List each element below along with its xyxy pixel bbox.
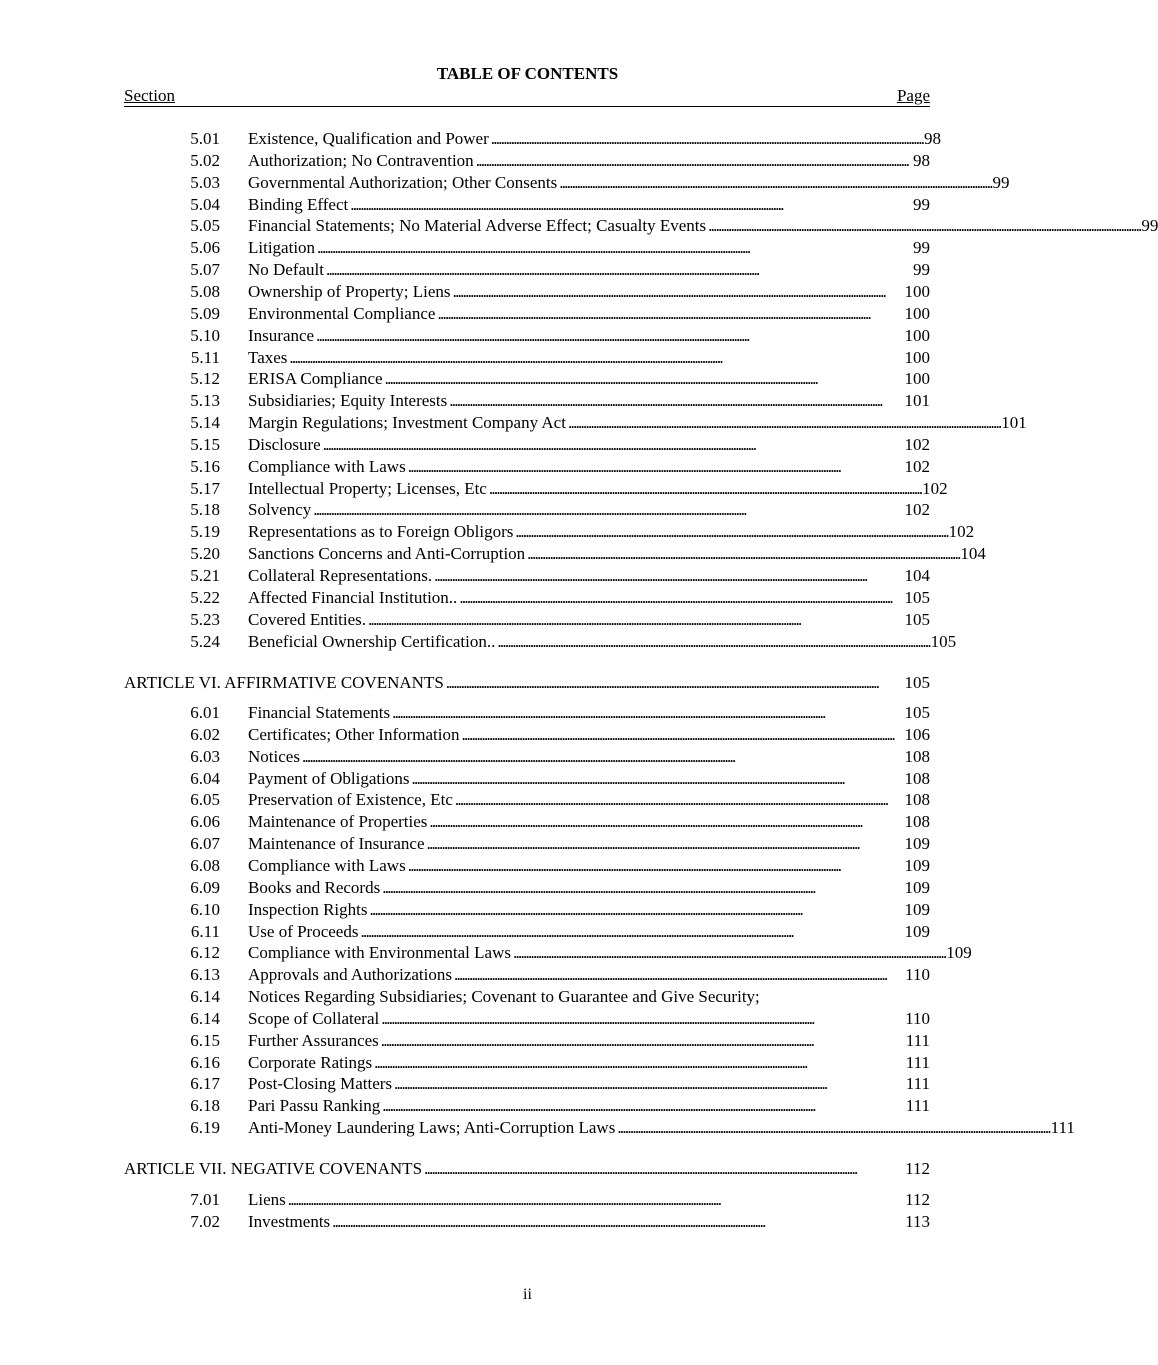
toc-entry[interactable]: [124, 1189, 930, 1211]
dot-leader: [302, 746, 903, 768]
toc-entry-title: Intellectual Property; Licenses, Etc: [248, 479, 487, 498]
toc-entry-page: 98: [924, 129, 942, 148]
toc-entry-page: 113: [905, 1212, 930, 1231]
toc-entry-page: 105: [904, 610, 930, 629]
toc-entry-number: 5.02: [190, 151, 220, 170]
dot-leader: [429, 811, 902, 833]
toc-entry-page: 109: [904, 900, 930, 919]
toc-entry[interactable]: [124, 499, 930, 521]
toc-entry-page: 102: [948, 522, 975, 541]
toc-entry-page: 100: [904, 282, 930, 301]
toc-entry-number: 6.10: [190, 900, 220, 919]
toc-entry-title: Approvals and Authorizations: [248, 965, 452, 984]
toc-entry-title: No Default: [248, 260, 325, 279]
toc-entry-page: 104: [960, 544, 986, 563]
toc-entry-page: 100: [904, 326, 930, 345]
toc-entry-title: Anti-Money Laundering Laws; Anti-Corruption Laws: [248, 1118, 616, 1137]
toc-entry-number: 5.08: [190, 282, 220, 301]
toc-entry-page: 98: [913, 151, 930, 170]
toc-entry-page: 99: [992, 173, 1010, 192]
toc-entry-page: 100: [904, 369, 930, 388]
toc-entry-number: 6.04: [190, 769, 220, 788]
toc-entry-number: 5.12: [190, 369, 220, 388]
toc-entry-page: 102: [904, 435, 930, 454]
toc-entry-title: Corporate Ratings: [248, 1053, 373, 1072]
toc-entry-number: 5.07: [190, 260, 220, 279]
toc-entry-title: Taxes: [248, 348, 288, 367]
toc-entry-page: 112: [905, 1159, 930, 1178]
toc-entry[interactable]: [124, 325, 930, 347]
toc-entry-number: 6.07: [190, 834, 220, 853]
dot-leader: [515, 521, 946, 543]
dot-leader: [411, 768, 902, 790]
toc-entry[interactable]: [124, 412, 1027, 434]
dot-leader: [360, 921, 902, 943]
toc-entry-page: 105: [904, 673, 930, 692]
toc-entry-title: Subsidiaries; Equity Interests: [248, 391, 448, 410]
toc-entry-number: 5.03: [190, 173, 220, 192]
toc-entry[interactable]: [124, 259, 930, 281]
toc-entry-number: 6.14: [190, 987, 220, 1006]
toc-entry-page: 108: [904, 769, 930, 788]
toc-entry-title: Financial Statements; No Material Adverse Effect; Casualty Events: [248, 216, 707, 235]
toc-entry[interactable]: [124, 368, 930, 390]
dot-leader: [568, 412, 999, 434]
toc-entry-number: 5.15: [190, 435, 220, 454]
toc-entry-number: 6.17: [190, 1074, 220, 1093]
toc-entry-title: Compliance with Environmental Laws: [248, 943, 511, 962]
toc-entry[interactable]: [124, 1095, 930, 1117]
toc-entry-title: Inspection Rights: [248, 900, 368, 919]
dot-leader: [424, 1158, 903, 1180]
toc-entry-page: 102: [922, 479, 948, 498]
toc-column-header: [124, 86, 930, 107]
toc-entry[interactable]: [124, 631, 957, 653]
toc-entry[interactable]: [124, 150, 930, 172]
toc-entry-number: 5.05: [190, 216, 220, 235]
toc-entry-number: 6.15: [190, 1031, 220, 1050]
dot-leader: [708, 215, 1139, 237]
page-column-label: Page: [896, 86, 930, 105]
section-column-label: Section: [124, 86, 175, 105]
toc-entry[interactable]: [124, 1052, 930, 1074]
toc-entry-number: 6.02: [190, 725, 220, 744]
dot-leader: [288, 1189, 903, 1211]
dot-leader: [382, 877, 902, 899]
toc-entry-title: Use of Proceeds: [248, 922, 359, 941]
toc-entry-page: 101: [1001, 413, 1027, 432]
toc-entry[interactable]: [124, 855, 930, 877]
toc-entry[interactable]: [124, 281, 930, 303]
toc-entry-title: Insurance: [248, 326, 315, 345]
toc-entry-title: Scope of Collateral: [248, 1009, 380, 1028]
dot-leader: [617, 1117, 1048, 1139]
toc-entry-number: 5.10: [190, 326, 220, 345]
toc-entry[interactable]: [124, 565, 930, 587]
toc-entry-number: 5.20: [190, 544, 220, 563]
dot-leader: [385, 368, 903, 390]
toc-entry-number: 5.14: [190, 413, 220, 432]
toc-entry[interactable]: [124, 964, 930, 986]
toc-entry-page: 111: [905, 1074, 930, 1093]
toc-entry-page: 108: [904, 790, 930, 809]
toc-article-heading[interactable]: [124, 1158, 930, 1180]
toc-entry-page: 108: [904, 812, 930, 831]
toc-entry-title: Investments: [248, 1212, 331, 1231]
dot-leader: [323, 434, 903, 456]
toc-entry-number: 5.11: [190, 348, 220, 367]
toc-entry-number: 7.01: [190, 1190, 220, 1209]
dot-leader: [374, 1052, 904, 1074]
dot-leader: [527, 543, 958, 565]
page-title: TABLE OF CONTENTS: [436, 64, 619, 83]
toc-entry-title: Pari Passu Ranking: [248, 1096, 381, 1115]
toc-entry[interactable]: [124, 521, 975, 543]
toc-entry[interactable]: [124, 434, 930, 456]
dot-leader: [476, 150, 911, 172]
toc-entry-page: 111: [1050, 1118, 1075, 1137]
toc-entry[interactable]: [124, 1030, 930, 1052]
dot-leader: [408, 855, 903, 877]
toc-entry-number: 6.19: [190, 1118, 220, 1137]
toc-entry-title: Governmental Authorization; Other Consents: [248, 173, 558, 192]
toc-entry-page: 109: [946, 943, 972, 962]
toc-entry[interactable]: [124, 746, 930, 768]
toc-entry-page: 110: [905, 1009, 930, 1028]
toc-entry-title: Margin Regulations; Investment Company Act: [248, 413, 566, 432]
toc-entry[interactable]: [124, 986, 930, 1008]
toc-entry-title: Disclosure: [248, 435, 321, 454]
dot-leader: [408, 456, 903, 478]
toc-entry-title: Litigation: [248, 238, 316, 257]
toc-entry-page: 99: [1141, 216, 1158, 235]
toc-entry-title: Solvency: [248, 500, 312, 519]
toc-entry[interactable]: [124, 921, 930, 943]
toc-entry-title: ARTICLE VII. NEGATIVE COVENANTS: [124, 1159, 423, 1178]
toc-entry-title: Certificates; Other Information: [248, 725, 460, 744]
dot-leader: [350, 194, 911, 216]
dot-leader: [394, 1073, 904, 1095]
dot-leader: [326, 259, 911, 281]
dot-leader: [461, 724, 902, 746]
toc-entry-page: 101: [904, 391, 930, 410]
toc-entry-title: Maintenance of Insurance: [248, 834, 425, 853]
toc-entry[interactable]: [124, 347, 930, 369]
toc-entry[interactable]: [124, 237, 930, 259]
toc-entry[interactable]: [124, 543, 986, 565]
toc-entry-number: 5.04: [190, 195, 220, 214]
toc-entry-title: Books and Records: [248, 878, 381, 897]
toc-entry-page: 100: [904, 304, 930, 323]
toc-entry-title: ARTICLE VI. AFFIRMATIVE COVENANTS: [124, 673, 444, 692]
toc-entry[interactable]: [124, 390, 930, 412]
toc-entry-number: 6.05: [190, 790, 220, 809]
dot-leader: [454, 964, 903, 986]
toc-entry-page: 99: [913, 238, 930, 257]
toc-entry-title: Preservation of Existence, Etc: [248, 790, 453, 809]
toc-entry-page: 112: [905, 1190, 930, 1209]
dot-leader: [313, 499, 902, 521]
toc-entry-page: 99: [913, 195, 930, 214]
toc-entry-number: 6.08: [190, 856, 220, 875]
toc-entry-number: 5.24: [190, 632, 220, 651]
toc-entry-page: 102: [904, 500, 930, 519]
toc-entry-number: 6.16: [190, 1053, 220, 1072]
toc-entry-number: 6.13: [190, 965, 220, 984]
toc-entry-number: 5.13: [190, 391, 220, 410]
toc-entry-title: Existence, Qualification and Power: [248, 129, 489, 148]
toc-entry-title: Environmental Compliance: [248, 304, 436, 323]
toc-entry-number: 5.21: [190, 566, 220, 585]
toc-entry-title: Notices: [248, 747, 300, 766]
toc-entry-number: 5.22: [190, 588, 220, 607]
dot-leader: [289, 347, 902, 369]
toc-entry-title: Payment of Obligations: [248, 769, 410, 788]
dot-leader: [446, 672, 903, 694]
dot-leader: [497, 631, 928, 653]
dot-leader: [317, 237, 911, 259]
toc-entry[interactable]: [124, 899, 930, 921]
toc-entry-number: 6.09: [190, 878, 220, 897]
dot-leader: [437, 303, 902, 325]
toc-entry-title: Representations as to Foreign Obligors: [248, 522, 514, 541]
toc-entry-number: 5.18: [190, 500, 220, 519]
toc-entry[interactable]: [124, 456, 930, 478]
toc-entry[interactable]: [124, 811, 930, 833]
toc-entry-number: 5.16: [190, 457, 220, 476]
toc-entry-title: Affected Financial Institution..: [248, 588, 458, 607]
toc-entry-page: 111: [905, 1053, 930, 1072]
dot-leader: [489, 478, 920, 500]
toc-entry[interactable]: [124, 172, 1010, 194]
toc-entry-title: Compliance with Laws: [248, 457, 406, 476]
toc-entry[interactable]: [124, 724, 930, 746]
toc-entry-number: 6.03: [190, 747, 220, 766]
toc-entry[interactable]: [124, 1073, 930, 1095]
toc-entry-title: Financial Statements: [248, 703, 391, 722]
dot-leader: [382, 1095, 904, 1117]
dot-leader: [455, 789, 903, 811]
toc-entry-title: Notices Regarding Subsidiaries; Covenant to Guarantee and Give Security;: [248, 987, 760, 1006]
dot-leader: [316, 325, 902, 347]
toc-entry[interactable]: [124, 194, 930, 216]
toc-article-heading[interactable]: [124, 672, 930, 694]
dot-leader: [459, 587, 902, 609]
toc-entry-number: 6.14: [190, 1009, 220, 1028]
toc-entry[interactable]: [124, 833, 930, 855]
dot-leader: [427, 833, 903, 855]
toc-entry-page: 99: [913, 260, 930, 279]
toc-entry-page: 109: [904, 834, 930, 853]
toc-entry-number: 5.09: [190, 304, 220, 323]
toc-entry[interactable]: [124, 1117, 1075, 1139]
toc-entry-page: 111: [905, 1031, 930, 1050]
toc-entry-page: 105: [904, 588, 930, 607]
toc-entry-number: 5.17: [190, 479, 220, 498]
toc-entry[interactable]: [124, 587, 930, 609]
toc-entry-page: 106: [904, 725, 930, 744]
toc-entry[interactable]: [124, 1211, 930, 1233]
toc-entry-page: 109: [904, 878, 930, 897]
toc-entry-title: Collateral Representations.: [248, 566, 433, 585]
toc-entry-title: Sanctions Concerns and Anti-Corruption: [248, 544, 526, 563]
toc-entry-title: Further Assurances: [248, 1031, 379, 1050]
dot-leader: [559, 172, 990, 194]
toc-entry-title: Post-Closing Matters: [248, 1074, 393, 1093]
toc-entry-number: 6.18: [190, 1096, 220, 1115]
dot-leader: [449, 390, 902, 412]
toc-entry-page: 105: [930, 632, 957, 651]
toc-entry-title: Compliance with Laws: [248, 856, 406, 875]
dot-leader: [392, 702, 902, 724]
toc-entry-title: ERISA Compliance: [248, 369, 383, 388]
toc-entry-page: 102: [904, 457, 930, 476]
toc-entry-number: 5.06: [190, 238, 220, 257]
dot-leader: [381, 1008, 903, 1030]
toc-entry[interactable]: [124, 215, 1158, 237]
toc-entry-number: 7.02: [190, 1212, 220, 1231]
toc-entry-title: Ownership of Property; Liens: [248, 282, 451, 301]
toc-entry-page: 108: [904, 747, 930, 766]
toc-entry-title: Covered Entities.: [248, 610, 367, 629]
toc-entry-number: 5.01: [190, 129, 220, 148]
toc-entry[interactable]: [124, 768, 930, 790]
toc-entry[interactable]: [124, 478, 948, 500]
dot-leader: [369, 899, 902, 921]
toc-entry-page: 111: [905, 1096, 930, 1115]
toc-entry-page: 109: [904, 922, 930, 941]
dot-leader: [513, 942, 944, 964]
dot-leader: [368, 609, 902, 631]
toc-entry-number: 5.19: [190, 522, 220, 541]
toc-entry[interactable]: [124, 303, 930, 325]
dot-leader: [453, 281, 903, 303]
toc-entry[interactable]: [124, 609, 930, 631]
dot-leader: [381, 1030, 904, 1052]
dot-leader: [332, 1211, 903, 1233]
toc-entry-page: 109: [904, 856, 930, 875]
page-number: ii: [523, 1286, 532, 1303]
toc-entry-number: 6.01: [190, 703, 220, 722]
toc-entry[interactable]: [124, 789, 930, 811]
toc-entry-title: Beneficial Ownership Certification..: [248, 632, 496, 651]
toc-entry-title: Liens: [248, 1190, 286, 1209]
toc-entry[interactable]: [124, 1008, 930, 1030]
toc-entry-page: 100: [904, 348, 930, 367]
dot-leader: [491, 128, 922, 150]
toc-entry[interactable]: [124, 877, 930, 899]
toc-entry-number: 6.11: [190, 922, 220, 941]
toc-entry-page: 104: [904, 566, 930, 585]
toc-entry[interactable]: [124, 128, 942, 150]
toc-entry-title: Authorization; No Contravention: [248, 151, 474, 170]
toc-entry-title: Binding Effect: [248, 195, 349, 214]
toc-entry-number: 6.12: [190, 943, 220, 962]
toc-entry-number: 5.23: [190, 610, 220, 629]
toc-entry-page: 110: [905, 965, 930, 984]
toc-entry-title: Maintenance of Properties: [248, 812, 428, 831]
dot-leader: [434, 565, 902, 587]
toc-entry[interactable]: [124, 942, 972, 964]
toc-entry-number: 6.06: [190, 812, 220, 831]
toc-entry[interactable]: [124, 702, 930, 724]
toc-entry-page: 105: [904, 703, 930, 722]
